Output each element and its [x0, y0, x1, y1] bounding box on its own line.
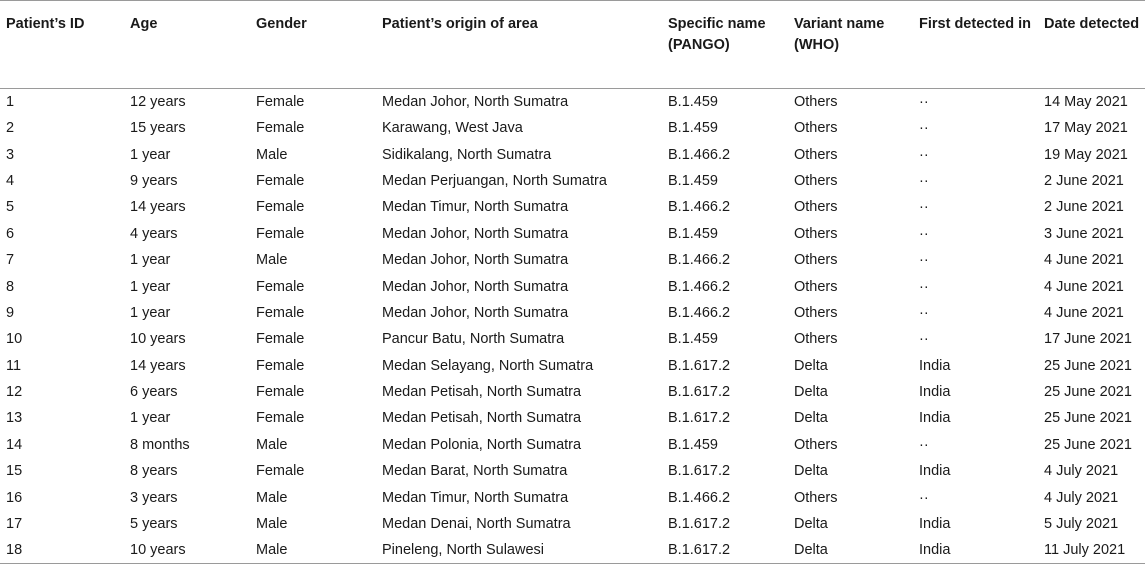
patient-id-cell: 14 [6, 436, 23, 453]
pango-name-cell: B.1.459 [668, 94, 718, 110]
first-detected-cell: ·· [919, 94, 929, 110]
pango-name-cell: B.1.466.2 [668, 278, 731, 295]
age-cell: 9 years [130, 172, 178, 189]
pango-name-cell: B.1.459 [668, 331, 718, 348]
origin-area-cell: Medan Denai, North Sumatra [382, 516, 571, 533]
table-row [0, 300, 1145, 326]
patient-id-cell: 15 [6, 463, 23, 480]
age-cell: 15 years [130, 120, 186, 137]
first-detected-cell: India [919, 516, 951, 533]
date-detected-cell: 4 June 2021 [1044, 278, 1124, 295]
origin-area-cell: Medan Petisah, North Sumatra [382, 410, 582, 427]
patient-id-cell: 12 [6, 384, 23, 401]
origin-area-cell: Medan Polonia, North Sumatra [382, 436, 582, 453]
header-origin-area: Patient’s origin of area [376, 1, 662, 89]
header-variant-name-who: Variant name (WHO) [788, 1, 913, 89]
date-detected-cell: 17 May 2021 [1044, 120, 1128, 137]
first-detected-cell: ·· [919, 146, 929, 163]
header-age: Age [124, 1, 250, 89]
first-detected-cell: ·· [919, 172, 929, 189]
date-detected-cell: 5 July 2021 [1044, 516, 1119, 533]
gender-cell: Male [256, 252, 288, 269]
pango-name-cell: B.1.617.2 [668, 384, 731, 401]
first-detected-cell: ·· [919, 331, 929, 348]
date-detected-cell: 2 June 2021 [1044, 199, 1124, 216]
who-variant-cell: Delta [794, 516, 828, 533]
table-row [0, 379, 1145, 405]
age-cell: 1 year [130, 146, 171, 163]
first-detected-cell: India [919, 410, 951, 427]
origin-area-cell: Medan Johor, North Sumatra [382, 94, 569, 110]
patient-id-cell: 4 [6, 172, 15, 189]
patient-id-cell: 7 [6, 252, 15, 269]
date-detected-cell: 4 July 2021 [1044, 463, 1119, 480]
who-variant-cell: Others [794, 172, 838, 189]
age-cell: 1 year [130, 252, 171, 269]
origin-area-cell: Pineleng, North Sulawesi [376, 537, 662, 564]
gender-cell: Female [256, 94, 305, 110]
age-cell: 4 years [130, 225, 178, 242]
origin-area-cell: Medan Timur, North Sumatra [382, 489, 569, 506]
age-cell: 5 years [130, 516, 178, 533]
pango-name-cell: B.1.466.2 [668, 489, 731, 506]
gender-cell: Female [256, 304, 305, 321]
date-detected-cell: 2 June 2021 [1044, 172, 1124, 189]
first-detected-cell: India [919, 463, 951, 480]
age-cell: 3 years [130, 489, 178, 506]
first-detected-cell: India [919, 384, 951, 401]
date-detected-cell: 4 June 2021 [1044, 252, 1124, 269]
table-row [0, 432, 1145, 458]
header-date-detected: Date detected [1038, 1, 1145, 89]
gender-cell: Female [256, 199, 305, 216]
patient-id-cell: 2 [6, 120, 15, 137]
patient-id-cell: 8 [6, 278, 15, 295]
first-detected-cell: ·· [919, 252, 929, 269]
gender-cell: Female [256, 463, 305, 480]
age-cell: 1 year [130, 304, 171, 321]
pango-name-cell: B.1.617.2 [668, 516, 731, 533]
who-variant-cell: Others [794, 94, 838, 110]
pango-name-cell: B.1.466.2 [668, 304, 731, 321]
gender-cell: Male [256, 516, 288, 533]
patient-id-cell: 10 [6, 331, 23, 348]
pango-name-cell: B.1.466.2 [668, 199, 731, 216]
patient-id-cell: 16 [6, 489, 23, 506]
table-row [0, 221, 1145, 247]
table-row [0, 537, 1145, 564]
gender-cell: Female [256, 357, 305, 374]
pango-name-cell: B.1.459 [668, 120, 718, 137]
age-cell: 14 years [130, 199, 186, 216]
patient-id-cell: 6 [6, 225, 15, 242]
gender-cell: Male [250, 537, 376, 564]
first-detected-cell: ·· [919, 304, 929, 321]
who-variant-cell: Delta [794, 463, 828, 480]
who-variant-cell: Others [794, 252, 838, 269]
origin-area-cell: Medan Barat, North Sumatra [382, 463, 568, 480]
first-detected-cell: ·· [919, 225, 929, 242]
origin-area-cell: Karawang, West Java [382, 120, 523, 137]
pango-name-cell: B.1.459 [668, 225, 718, 242]
who-variant-cell: Delta [794, 384, 828, 401]
who-variant-cell: Others [794, 278, 838, 295]
table-row [0, 458, 1145, 484]
gender-cell: Male [256, 436, 288, 453]
first-detected-cell: ·· [919, 436, 929, 453]
patient-id-cell: 5 [6, 199, 15, 216]
origin-area-cell: Medan Petisah, North Sumatra [382, 384, 582, 401]
who-variant-cell: Others [794, 489, 838, 506]
table-row [0, 353, 1145, 379]
age-cell: 10 years [130, 331, 186, 348]
first-detected-cell: ·· [919, 278, 929, 295]
date-detected-cell: 25 June 2021 [1044, 410, 1132, 427]
date-detected-cell: 4 June 2021 [1044, 304, 1124, 321]
table-row [0, 484, 1145, 510]
who-variant-cell: Others [794, 304, 838, 321]
header-first-detected-in: First detected in [913, 1, 1038, 89]
table-row [0, 141, 1145, 167]
patient-id-cell: 1 [6, 94, 15, 110]
header-patient-id: Patient’s ID [0, 1, 124, 89]
patient-id-cell: 11 [6, 357, 22, 374]
first-detected-cell: India [919, 357, 951, 374]
pango-name-cell: B.1.617.2 [662, 537, 788, 564]
who-variant-cell: Others [794, 225, 838, 242]
gender-cell: Female [256, 120, 305, 137]
origin-area-cell: Sidikalang, North Sumatra [382, 146, 552, 163]
age-cell: 8 months [130, 436, 190, 453]
date-detected-cell: 14 May 2021 [1044, 94, 1128, 110]
table-row [0, 405, 1145, 431]
who-variant-cell: Others [794, 120, 838, 137]
table-row [0, 326, 1145, 352]
date-detected-cell: 17 June 2021 [1044, 331, 1132, 348]
origin-area-cell: Medan Timur, North Sumatra [382, 199, 569, 216]
header-row [0, 1, 1145, 89]
patient-id-cell: 17 [6, 516, 23, 533]
table-row [0, 247, 1145, 273]
gender-cell: Female [256, 225, 305, 242]
date-detected-cell: 25 June 2021 [1044, 357, 1132, 374]
gender-cell: Male [256, 146, 288, 163]
patient-id-cell: 3 [6, 146, 15, 163]
first-detected-cell: ·· [919, 199, 929, 216]
origin-area-cell: Medan Johor, North Sumatra [382, 304, 569, 321]
age-cell: 14 years [130, 357, 186, 374]
gender-cell: Female [256, 384, 305, 401]
pango-name-cell: B.1.466.2 [668, 146, 731, 163]
age-cell: 10 years [124, 537, 250, 564]
patient-id-cell: 13 [6, 410, 23, 427]
age-cell: 1 year [130, 410, 171, 427]
who-variant-cell: Delta [794, 410, 828, 427]
table-row [0, 115, 1145, 141]
age-cell: 8 years [130, 463, 178, 480]
date-detected-cell: 3 June 2021 [1044, 225, 1124, 242]
age-cell: 12 years [130, 94, 186, 110]
pango-name-cell: B.1.617.2 [668, 357, 731, 374]
origin-area-cell: Medan Johor, North Sumatra [382, 278, 569, 295]
table-row [0, 194, 1145, 220]
who-variant-cell: Others [794, 199, 838, 216]
table-header [0, 1, 1145, 89]
date-detected-cell: 4 July 2021 [1044, 489, 1119, 506]
pango-name-cell: B.1.466.2 [668, 252, 731, 269]
pango-name-cell: B.1.617.2 [668, 463, 731, 480]
gender-cell: Female [256, 278, 305, 295]
origin-area-cell: Medan Selayang, North Sumatra [382, 357, 594, 374]
origin-area-cell: Medan Johor, North Sumatra [382, 225, 569, 242]
gender-cell: Female [256, 331, 305, 348]
table-row [0, 511, 1145, 537]
first-detected-cell: ·· [919, 120, 929, 137]
who-variant-cell: Others [794, 331, 838, 348]
gender-cell: Female [256, 410, 305, 427]
age-cell: 1 year [130, 278, 171, 295]
patient-id-cell: 18 [0, 537, 124, 564]
date-detected-cell: 19 May 2021 [1044, 146, 1128, 163]
who-variant-cell: Delta [794, 357, 828, 374]
first-detected-cell: ·· [919, 489, 929, 506]
origin-area-cell: Medan Perjuangan, North Sumatra [382, 172, 607, 189]
pango-name-cell: B.1.459 [668, 436, 718, 453]
gender-cell: Female [256, 172, 305, 189]
who-variant-cell: Others [794, 146, 838, 163]
header-specific-name-pango: Specific name (PANGO) [662, 1, 788, 89]
age-cell: 6 years [130, 384, 178, 401]
date-detected-cell: 25 June 2021 [1044, 384, 1132, 401]
pango-name-cell: B.1.617.2 [668, 410, 731, 427]
gender-cell: Male [256, 489, 288, 506]
pango-name-cell: B.1.459 [668, 172, 718, 189]
table-row [0, 273, 1145, 299]
header-gender: Gender [250, 1, 376, 89]
patient-id-cell: 9 [6, 304, 15, 321]
table-body [0, 89, 1145, 564]
who-variant-cell: Delta [788, 537, 913, 564]
who-variant-cell: Others [794, 436, 838, 453]
first-detected-cell: India [913, 537, 1038, 564]
table-row [0, 168, 1145, 194]
origin-area-cell: Medan Johor, North Sumatra [382, 252, 569, 269]
date-detected-cell: 25 June 2021 [1044, 436, 1132, 453]
origin-area-cell: Pancur Batu, North Sumatra [382, 331, 565, 348]
table-row [0, 89, 1145, 116]
date-detected-cell: 11 July 2021 [1038, 537, 1145, 564]
